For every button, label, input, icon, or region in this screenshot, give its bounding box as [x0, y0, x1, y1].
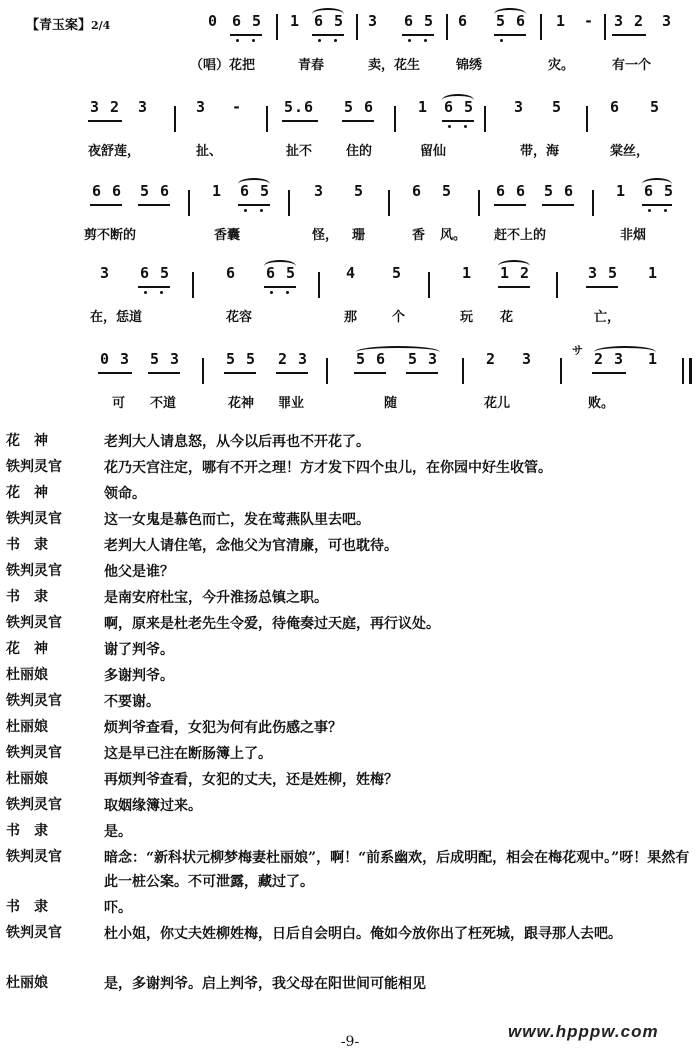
- lyric: 非烟: [620, 228, 647, 243]
- dialogue-text: 杜小姐，你丈夫姓柳姓梅，日后自会明白。俺如今放你出了枉死城，跟寻那人去吧。: [104, 926, 622, 942]
- note: 1: [648, 350, 659, 368]
- note: 5: [442, 182, 453, 200]
- underline: [238, 204, 270, 206]
- speaker-name: 杜丽娘: [6, 667, 48, 683]
- note: 5 6: [544, 182, 575, 200]
- dialogue-line: [0, 454, 700, 480]
- note: 1: [212, 182, 223, 200]
- dialogue-section: [0, 428, 700, 996]
- slur: [264, 260, 296, 272]
- barline: [202, 358, 204, 384]
- lyric: 夜舒莲，: [88, 144, 141, 159]
- dialogue-text: 老判大人请息怒，从今以后再也不开花了。: [104, 434, 370, 450]
- note: 2 3: [594, 350, 625, 368]
- lyric: 带，海: [520, 144, 560, 159]
- note: 5 6: [496, 12, 527, 30]
- barline: [592, 190, 594, 216]
- lyrics-line: [0, 140, 700, 162]
- dialogue-line: [0, 766, 700, 792]
- speaker-name: 铁判灵官: [6, 511, 62, 527]
- underline: [642, 204, 672, 206]
- underline: [498, 286, 530, 288]
- barline: [446, 14, 448, 40]
- barline: [604, 14, 606, 40]
- lyrics-line: [0, 392, 700, 414]
- low-octave-dot: [160, 291, 163, 294]
- underline: [88, 120, 122, 122]
- underline: [542, 204, 574, 206]
- barline: [188, 190, 190, 216]
- note: 6 5: [240, 182, 271, 200]
- underline: [442, 120, 474, 122]
- lyric: 香囊: [214, 228, 241, 243]
- note: 2: [486, 350, 497, 368]
- dialogue-text: 谢了判爷。: [104, 642, 174, 658]
- note: 6 6: [496, 182, 527, 200]
- dialogue-line: [0, 844, 700, 894]
- dialogue-line: [0, 662, 700, 688]
- note: 3 2: [614, 12, 645, 30]
- barline: [560, 358, 562, 384]
- note: 3 5: [588, 264, 619, 282]
- lyric: 赶不上的: [494, 228, 547, 243]
- dialogue-line: [0, 636, 700, 662]
- low-octave-dot: [424, 39, 427, 42]
- underline: [138, 286, 170, 288]
- note: 3: [662, 12, 673, 30]
- underline: [312, 34, 344, 36]
- note: 6 5: [314, 12, 345, 30]
- note: 5.6: [284, 98, 315, 116]
- barline: [388, 190, 390, 216]
- underline: [264, 286, 296, 288]
- speaker-name: 书 隶: [6, 589, 48, 605]
- note: 3: [514, 98, 525, 116]
- note: 4: [346, 264, 357, 282]
- barline: [478, 190, 480, 216]
- underline: [406, 372, 438, 374]
- lyric: 扯不: [286, 144, 313, 159]
- notes-line: [0, 264, 700, 294]
- dialogue-text: 烦判爷查看，女犯为何有此伤感之事？: [104, 720, 342, 736]
- underline: [342, 120, 374, 122]
- lyric: 青春: [298, 58, 325, 73]
- notes-line: [0, 182, 700, 212]
- low-octave-dot: [270, 291, 273, 294]
- lyric: 风。: [440, 228, 467, 243]
- note: 3 2: [90, 98, 121, 116]
- dialogue-text: 他父是谁？: [104, 564, 174, 580]
- note: -: [232, 98, 243, 116]
- barline: [174, 106, 176, 132]
- lyric: 香: [412, 228, 426, 243]
- underline: [586, 286, 618, 288]
- note: 3: [100, 264, 111, 282]
- speaker-name: 杜丽娘: [6, 975, 48, 991]
- lyric: 亡，: [594, 310, 621, 325]
- dialogue-line: [0, 610, 700, 636]
- meter: 2/4: [91, 19, 111, 32]
- underline: [592, 372, 626, 374]
- underline: [276, 372, 308, 374]
- speaker-name: 花 神: [6, 433, 48, 449]
- slur: [498, 260, 530, 272]
- lyric: 珊: [352, 228, 366, 243]
- note: -: [584, 12, 595, 30]
- lyric: 灾。: [548, 58, 575, 73]
- note: 5: [392, 264, 403, 282]
- note: 6: [412, 182, 423, 200]
- barline: [266, 106, 268, 132]
- slur: [494, 8, 526, 20]
- lyric: 留仙: [420, 144, 447, 159]
- note: 1: [616, 182, 627, 200]
- underline: [90, 204, 122, 206]
- dialogue-text: 领命。: [104, 486, 146, 502]
- score-system-3: [0, 176, 700, 256]
- lyric: 随: [384, 396, 398, 411]
- lyric: 花儿: [484, 396, 511, 411]
- final-barline: [682, 358, 692, 384]
- lyric: 棠丝，: [610, 144, 650, 159]
- speaker-name: 铁判灵官: [6, 849, 62, 865]
- lyric: 扯、: [196, 144, 223, 159]
- speaker-name: 铁判灵官: [6, 693, 62, 709]
- low-octave-dot: [448, 125, 451, 128]
- page-number: -9-: [340, 1034, 360, 1050]
- low-octave-dot: [334, 39, 337, 42]
- lyrics-line: [0, 224, 700, 246]
- note: 0 3: [100, 350, 131, 368]
- lyric: 不道: [150, 396, 177, 411]
- note: 5: [552, 98, 563, 116]
- low-octave-dot: [318, 39, 321, 42]
- watermark: www.hpppw.com: [508, 1022, 659, 1041]
- lyric: 有一个: [612, 58, 652, 73]
- note: 5: [650, 98, 661, 116]
- slur: [594, 346, 656, 358]
- dialogue-line: [0, 688, 700, 714]
- underline: [98, 372, 132, 374]
- lyric: 罪业: [278, 396, 305, 411]
- score-system-1: [0, 6, 700, 86]
- slur: [442, 94, 474, 106]
- note: 3: [522, 350, 533, 368]
- low-octave-dot: [260, 209, 263, 212]
- low-octave-dot: [664, 209, 667, 212]
- note: 1: [290, 12, 301, 30]
- speaker-name: 书 隶: [6, 899, 48, 915]
- low-octave-dot: [244, 209, 247, 212]
- note: 5 5: [226, 350, 257, 368]
- low-octave-dot: [236, 39, 239, 42]
- dialogue-text: 不要谢。: [104, 694, 160, 710]
- dialogue-text: 再烦判爷查看，女犯的丈夫，还是姓柳，姓梅？: [104, 772, 398, 788]
- dialogue-line: [0, 970, 700, 996]
- speaker-name: 花 神: [6, 485, 48, 501]
- barline: [484, 106, 486, 132]
- barline: [394, 106, 396, 132]
- note: 6: [226, 264, 237, 282]
- speaker-name: 铁判灵官: [6, 797, 62, 813]
- lyric: 花容: [226, 310, 253, 325]
- note: 3: [196, 98, 207, 116]
- note: 1: [556, 12, 567, 30]
- underline: [494, 34, 526, 36]
- note: 5 6: [356, 350, 387, 368]
- barline: [356, 14, 358, 40]
- slur: [642, 178, 672, 190]
- low-octave-dot: [464, 125, 467, 128]
- note: 3: [138, 98, 149, 116]
- lyric: 锦绣: [456, 58, 483, 73]
- speaker-name: 铁判灵官: [6, 925, 62, 941]
- note: 1: [648, 264, 659, 282]
- speaker-name: 铁判灵官: [6, 615, 62, 631]
- lyric: 那: [344, 310, 358, 325]
- low-octave-dot: [500, 39, 503, 42]
- barline: [318, 272, 320, 298]
- note: 5 3: [408, 350, 439, 368]
- note: 6: [458, 12, 469, 30]
- note: 6 5: [232, 12, 263, 30]
- low-octave-dot: [252, 39, 255, 42]
- barline: [586, 106, 588, 132]
- lyric: 玩: [460, 310, 474, 325]
- score-system-4: [0, 258, 700, 338]
- slur: [238, 178, 270, 190]
- barline: [462, 358, 464, 384]
- dialogue-line: [0, 740, 700, 766]
- dialogue-text: 多谢判爷。: [104, 668, 174, 684]
- notes-line: [0, 98, 700, 128]
- dialogue-line: [0, 894, 700, 920]
- dialogue-text: 是。: [104, 824, 132, 840]
- dialogue-text: 是，多谢判爷。启上判爷，我父母在阳世间可能相见: [104, 976, 426, 992]
- slur: [356, 346, 440, 358]
- dialogue-text: 吓。: [104, 900, 132, 916]
- lyric: 花: [500, 310, 514, 325]
- score-system-5: [0, 344, 700, 424]
- dialogue-line: [0, 714, 700, 740]
- dialogue-text: 暗念：“新科状元柳梦梅妻杜丽娘”，啊！“前系幽欢，后成明配，相会在梅花观中。”呀！果然有此一桩公案。不可泄露，藏过了。: [104, 850, 690, 890]
- note: 6 5: [444, 98, 475, 116]
- low-octave-dot: [144, 291, 147, 294]
- lyric: 住的: [346, 144, 373, 159]
- speaker-name: 铁判灵官: [6, 745, 62, 761]
- underline: [354, 372, 386, 374]
- note: 3: [368, 12, 379, 30]
- speaker-name: 花 神: [6, 641, 48, 657]
- underline: [282, 120, 318, 122]
- barline: [540, 14, 542, 40]
- dialogue-line: [0, 818, 700, 844]
- underline: [612, 34, 646, 36]
- underline: [224, 372, 256, 374]
- low-octave-dot: [648, 209, 651, 212]
- dialogue-line: [0, 558, 700, 584]
- dialogue-line: [0, 428, 700, 454]
- barline: [288, 190, 290, 216]
- note: 3: [314, 182, 325, 200]
- dialogue-text: 啊，原来是杜老先生令爱，待俺奏过天庭，再行议处。: [104, 616, 440, 632]
- lyric: 剪不断的: [84, 228, 137, 243]
- note: 6: [610, 98, 621, 116]
- note: 0: [208, 12, 219, 30]
- fermata-mark: サ: [572, 344, 584, 357]
- underline: [138, 204, 170, 206]
- note: 5 6: [140, 182, 171, 200]
- note: 5 3: [150, 350, 181, 368]
- dialogue-text: 老判大人请住笔，念他父为官清廉，可也耽待。: [104, 538, 398, 554]
- note: 1: [418, 98, 429, 116]
- speaker-name: 杜丽娘: [6, 771, 48, 787]
- barline: [192, 272, 194, 298]
- underline: [230, 34, 262, 36]
- underline: [148, 372, 180, 374]
- low-octave-dot: [408, 39, 411, 42]
- lyrics-line: [0, 54, 700, 76]
- dialogue-text: 是南安府杜宝，今升淮扬总镇之职。: [104, 590, 328, 606]
- low-octave-dot: [286, 291, 289, 294]
- lyric: 可: [112, 396, 126, 411]
- score-system-2: [0, 92, 700, 172]
- note: 2 3: [278, 350, 309, 368]
- dialogue-text: 取姻缘簿过来。: [104, 798, 202, 814]
- tune-tag: 【青玉案】: [26, 18, 92, 33]
- dialogue-line: [0, 792, 700, 818]
- speaker-name: 书 隶: [6, 823, 48, 839]
- lyrics-line: [0, 306, 700, 328]
- note: 5 6: [344, 98, 375, 116]
- dialogue-line: [0, 920, 700, 970]
- speaker-name: 铁判灵官: [6, 563, 62, 579]
- dialogue-line: [0, 506, 700, 532]
- barline: [276, 14, 278, 40]
- dialogue-line: [0, 532, 700, 558]
- underline: [402, 34, 434, 36]
- note: 6 5: [404, 12, 435, 30]
- note: 6 5: [266, 264, 297, 282]
- dialogue-text: 这一女鬼是慕色而亡，发在莺燕队里去吧。: [104, 512, 370, 528]
- speaker-name: 书 隶: [6, 537, 48, 553]
- dialogue-line: [0, 584, 700, 610]
- lyric: 个: [392, 310, 406, 325]
- slur: [312, 8, 344, 20]
- note: 6 5: [140, 264, 171, 282]
- note: 6 6: [92, 182, 123, 200]
- speaker-name: 铁判灵官: [6, 459, 62, 475]
- notes-line: [0, 12, 700, 42]
- lyric: 败。: [588, 396, 615, 411]
- barline: [556, 272, 558, 298]
- note: 1 2: [500, 264, 531, 282]
- lyric: （唱）花把: [190, 58, 256, 73]
- barline: [428, 272, 430, 298]
- lyric: 在，恁道: [90, 310, 143, 325]
- barline: [326, 358, 328, 384]
- dialogue-text: 花乃天宫注定，哪有不开之理！方才发下四个虫儿，在你园中好生收管。: [104, 460, 552, 476]
- note: 6 5: [644, 182, 675, 200]
- dialogue-text: 这是早已注在断肠簿上了。: [104, 746, 272, 762]
- dialogue-line: [0, 480, 700, 506]
- lyric: 花神: [228, 396, 255, 411]
- lyric: 卖，花生: [368, 58, 421, 73]
- lyric: 怪，: [312, 228, 339, 243]
- note: 5: [354, 182, 365, 200]
- note: 1: [462, 264, 473, 282]
- underline: [494, 204, 526, 206]
- speaker-name: 杜丽娘: [6, 719, 48, 735]
